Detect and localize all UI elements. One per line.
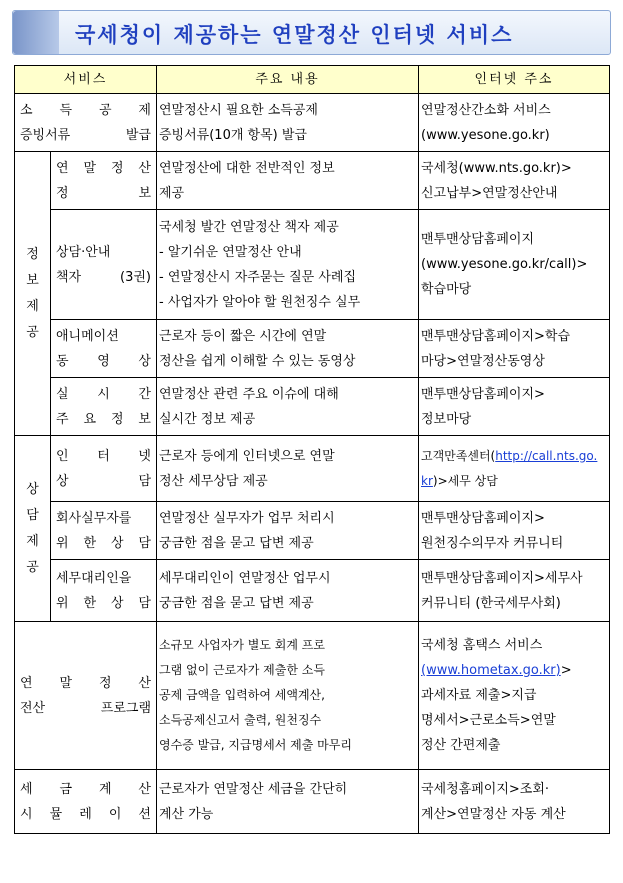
content-cell: 연말정산에 대한 전반적인 정보 제공: [157, 152, 419, 210]
header-row: [15, 66, 610, 94]
service-cell: 애니메이션 동 영 상: [51, 320, 157, 378]
hometax-link[interactable]: (www.hometax.go.kr): [421, 663, 561, 678]
content-cell: 근로자 등이 짧은 시간에 연말 정산을 쉽게 이해할 수 있는 동영상: [157, 320, 419, 378]
header-service: 서비스: [15, 66, 157, 94]
table-row: [15, 320, 610, 378]
header-url: 인터넷 주소: [419, 66, 610, 94]
table-row: [15, 210, 610, 320]
service-cell: 세무대리인을 위 한 상 담: [51, 560, 157, 622]
url-cell: 맨투맨상담홈페이지 (www.yesone.go.kr/call)> 학습마당: [419, 210, 610, 320]
content-cell: 근로자 등에게 인터넷으로 연말 정산 세무상담 제공: [157, 436, 419, 502]
header-content: 주요 내용: [157, 66, 419, 94]
url-cell: 국세청(www.nts.go.kr)> 신고납부>연말정산안내: [419, 152, 610, 210]
table-row: [15, 436, 610, 502]
content-cell: 연말정산 관련 주요 이슈에 대해 실시간 정보 제공: [157, 378, 419, 436]
content-cell: 연말정산시 필요한 소득공제 증빙서류(10개 항목) 발급: [157, 94, 419, 152]
content-cell: 세무대리인이 연말정산 업무시 궁금한 점을 묻고 답변 제공: [157, 560, 419, 622]
category-consult: 상 담 제 공: [15, 436, 51, 622]
url-cell: 맨투맨상담홈페이지>세무사 커뮤니티 (한국세무사회): [419, 560, 610, 622]
category-info: 정 보 제 공: [15, 152, 51, 436]
service-cell: 회사실무자를 위 한 상 담: [51, 502, 157, 560]
service-cell: 세 금 계 산 시 뮬 레 이 션: [15, 770, 157, 834]
title-bar: [12, 10, 611, 55]
service-table: [14, 65, 610, 834]
url-cell: 맨투맨상담홈페이지> 정보마당: [419, 378, 610, 436]
table-row: [15, 502, 610, 560]
service-cell: 실 시 간 주 요 정 보: [51, 378, 157, 436]
service-cell: 소 득 공 제 증빙서류 발급: [15, 94, 157, 152]
content-cell: 소규모 사업자가 별도 회계 프로 그램 없이 근로자가 제출한 소득 공제 금액을 입력하여 세액계산, 소득공제신고서 출력, 원천징수 영수증 발급, 지급명세서 제출 마무리: [157, 622, 419, 770]
table-row: [15, 560, 610, 622]
table-row: [15, 94, 610, 152]
content-cell: 국세청 발간 연말정산 책자 제공 - 알기쉬운 연말정산 안내 - 연말정산시 자주묻는 질문 사례집 - 사업자가 알아야 할 원천징수 실무: [157, 210, 419, 320]
table-row: [15, 770, 610, 834]
url-cell: 맨투맨상담홈페이지>학습 마당>연말정산동영상: [419, 320, 610, 378]
content-cell: 연말정산 실무자가 업무 처리시 궁금한 점을 묻고 답변 제공: [157, 502, 419, 560]
table-row: [15, 622, 610, 770]
service-cell: 연 말 정 산 정 보: [51, 152, 157, 210]
call-center-link[interactable]: http://call.nts.go.: [495, 448, 598, 463]
url-cell: 고객만족센터(http://call.nts.go. kr)>세무 상담: [419, 436, 610, 502]
url-cell: 맨투맨상담홈페이지> 원천징수의무자 커뮤니티: [419, 502, 610, 560]
service-cell: 상담·안내 책자 (3권): [51, 210, 157, 320]
url-cell: 연말정산간소화 서비스 (www.yesone.go.kr): [419, 94, 610, 152]
table-row: [15, 378, 610, 436]
service-cell: 연 말 정 산 전산 프로그램: [15, 622, 157, 770]
table-row: [15, 152, 610, 210]
page-title: 국세청이 제공하는 연말정산 인터넷 서비스: [75, 23, 514, 47]
content-cell: 근로자가 연말정산 세금을 간단히 계산 가능: [157, 770, 419, 834]
title-accent: [13, 11, 59, 54]
url-cell: 국세청홈페이지>조회· 계산>연말정산 자동 계산: [419, 770, 610, 834]
url-cell: 국세청 홈택스 서비스 (www.hometax.go.kr)> 과세자료 제출>지급 명세서>근로소득>연말 정산 간편제출: [419, 622, 610, 770]
call-center-link-cont[interactable]: kr: [421, 473, 433, 488]
service-cell: 인 터 넷 상 담: [51, 436, 157, 502]
